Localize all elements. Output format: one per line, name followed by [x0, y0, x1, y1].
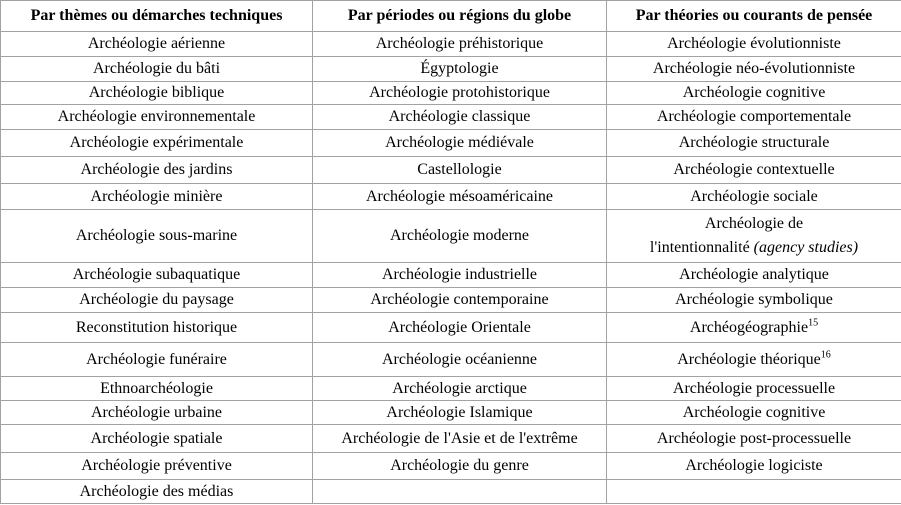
- table-cell: Archéologie Islamique: [313, 401, 607, 425]
- table-row: [1, 480, 901, 504]
- table-cell: Archéologie cognitive: [607, 401, 901, 425]
- header-theories: Par théories ou courants de pensée: [607, 1, 901, 32]
- table-cell: Archéologie post-processuelle: [607, 425, 901, 453]
- table-cell: Archéologie contextuelle: [607, 157, 901, 184]
- table-cell: Archéologie aérienne: [1, 32, 313, 57]
- table-cell: Archéologie classique: [313, 105, 607, 130]
- cell-text: Archéogéographie: [689, 318, 809, 336]
- table-row: [1, 453, 901, 480]
- cell-italic-note: (agency studies): [753, 239, 859, 256]
- table-row: [1, 130, 901, 157]
- table-cell-multiline: [607, 210, 901, 263]
- table-cell: Archéologie analytique: [607, 263, 901, 288]
- table-cell: Archéologie contemporaine: [313, 288, 607, 313]
- cell-line-1: Archéologie de: [704, 215, 804, 232]
- table-cell: Archéologie moderne: [313, 210, 607, 263]
- header-periods: Par périodes ou régions du globe: [313, 1, 607, 32]
- table-cell: Archéologie néo-évolutionniste: [607, 57, 901, 82]
- table-cell: Archéologie océanienne: [313, 343, 607, 377]
- cell-text: Archéologie théorique: [677, 350, 821, 368]
- table-cell: Archéologie préhistorique: [313, 32, 607, 57]
- table-row: [1, 377, 901, 401]
- table-cell: Archéologie médiévale: [313, 130, 607, 157]
- table-cell: [607, 343, 901, 377]
- table-cell: Archéologie cognitive: [607, 82, 901, 105]
- table-cell: Archéologie sous-marine: [1, 210, 313, 263]
- table-row: [1, 313, 901, 343]
- table-cell: Archéologie du bâti: [1, 57, 313, 82]
- table-cell: Archéologie urbaine: [1, 401, 313, 425]
- table-cell: Archéologie structurale: [607, 130, 901, 157]
- table-cell: Archéologie environnementale: [1, 105, 313, 130]
- table-row: [1, 288, 901, 313]
- header-themes: Par thèmes ou démarches techniques: [1, 1, 313, 32]
- table-cell: Archéologie biblique: [1, 82, 313, 105]
- table-row: [1, 401, 901, 425]
- table-cell-empty: [607, 480, 901, 504]
- table-cell: Archéologie préventive: [1, 453, 313, 480]
- table-cell: Archéologie expérimentale: [1, 130, 313, 157]
- table-row: [1, 32, 901, 57]
- table-cell: Archéologie symbolique: [607, 288, 901, 313]
- table-cell: Castellologie: [313, 157, 607, 184]
- table-row: [1, 263, 901, 288]
- table-cell: Archéologie mésoaméricaine: [313, 184, 607, 210]
- table-row: [1, 343, 901, 377]
- table-row: [1, 425, 901, 453]
- table-cell: Archéologie sociale: [607, 184, 901, 210]
- table-cell: Archéologie subaquatique: [1, 263, 313, 288]
- table-cell-empty: [313, 480, 607, 504]
- table-cell: Archéologie funéraire: [1, 343, 313, 377]
- footnote-ref[interactable]: 16: [820, 349, 831, 361]
- table-cell: Archéologie des jardins: [1, 157, 313, 184]
- table-cell: Archéologie comportementale: [607, 105, 901, 130]
- table-cell: Égyptologie: [313, 57, 607, 82]
- table-row: [1, 57, 901, 82]
- table-cell: Archéologie des médias: [1, 480, 313, 504]
- table-cell: Archéologie Orientale: [313, 313, 607, 343]
- footnote-ref[interactable]: 15: [808, 317, 819, 329]
- table-cell: Archéologie industrielle: [313, 263, 607, 288]
- table-cell: Ethnoarchéologie: [1, 377, 313, 401]
- cell-line-2: l'intentionnalité: [649, 239, 750, 256]
- table-cell: Archéologie spatiale: [1, 425, 313, 453]
- table-cell: Archéologie du genre: [313, 453, 607, 480]
- table-cell: Archéologie logiciste: [607, 453, 901, 480]
- table-cell: Archéologie protohistorique: [313, 82, 607, 105]
- table-row: [1, 184, 901, 210]
- table-cell: Archéologie processuelle: [607, 377, 901, 401]
- table-row: [1, 210, 901, 263]
- table-cell: Archéologie de l'Asie et de l'extrême: [313, 425, 607, 453]
- table-cell: Reconstitution historique: [1, 313, 313, 343]
- table-cell: Archéologie du paysage: [1, 288, 313, 313]
- table-cell: Archéologie minière: [1, 184, 313, 210]
- table-row: [1, 105, 901, 130]
- table-cell: Archéologie arctique: [313, 377, 607, 401]
- table-row: [1, 157, 901, 184]
- table-row: [1, 82, 901, 105]
- table-cell: [607, 313, 901, 343]
- header-row: [1, 1, 901, 32]
- table-cell: Archéologie évolutionniste: [607, 32, 901, 57]
